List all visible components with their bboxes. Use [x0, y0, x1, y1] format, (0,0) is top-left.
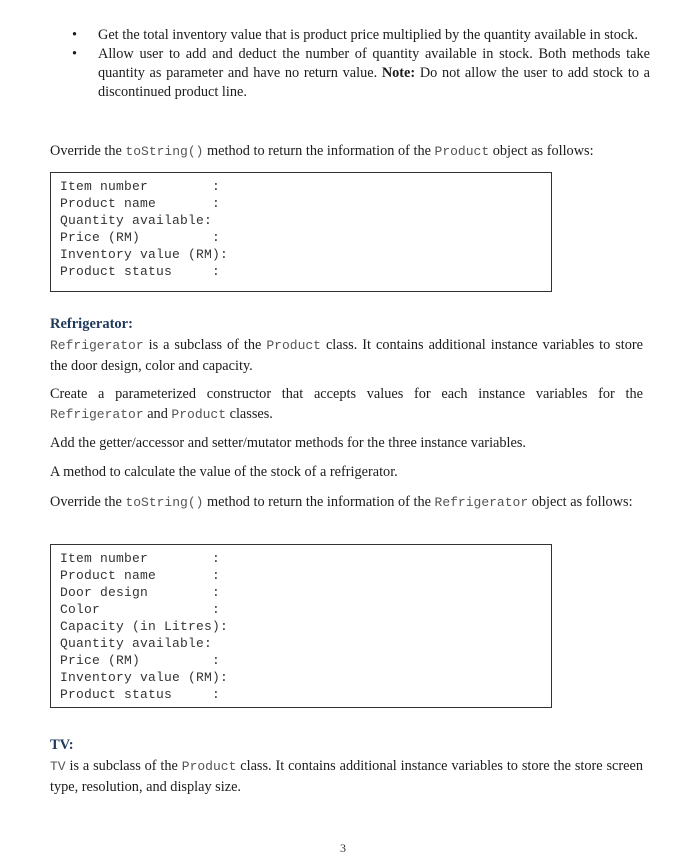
- output-line: Product status :: [60, 687, 221, 702]
- bullet-icon: •: [72, 46, 78, 62]
- refrigerator-constructor-text: Create a parameterized constructor that accepts values for each instance variables for the Refrigerator and Product classes.: [50, 386, 643, 422]
- list-item: • Get the total inventory value that is product price multiplied by the quantity available in stock.: [72, 27, 638, 43]
- bullet-icon: •: [72, 27, 78, 43]
- refrigerator-stock-text: A method to calculate the value of the stock of a refrigerator.: [50, 464, 398, 480]
- output-line: Capacity (in Litres):: [60, 619, 229, 634]
- section-heading-tv: TV:: [50, 737, 74, 753]
- output-line: Item number :: [60, 179, 221, 194]
- refrigerator-intro: Refrigerator is a subclass of the Product class. It contains additional instance variables to store the door design, color and capacity.: [50, 337, 643, 374]
- output-line: Color :: [60, 602, 221, 617]
- output-line: Inventory value (RM):: [60, 247, 229, 262]
- output-line: Item number :: [60, 551, 221, 566]
- output-line: Door design :: [60, 585, 221, 600]
- requirements-list: [50, 26, 650, 102]
- output-line: Price (RM) :: [60, 230, 221, 245]
- product-output-box: [50, 172, 552, 292]
- refrigerator-getters-text: Add the getter/accessor and setter/mutator methods for the three instance variables.: [50, 435, 526, 451]
- product-override-text: Override the toString() method to return the information of the Product object as follows:: [50, 143, 594, 159]
- output-line: Product status :: [60, 264, 221, 279]
- list-item: • Allow user to add and deduct the number of quantity available in stock. Both methods take quantity as parameter and have no return value. Note: Do not allow the user to add stock to a discontinued product line.: [72, 46, 650, 100]
- output-line: Quantity available:: [60, 213, 213, 228]
- refrigerator-output-box: [50, 544, 552, 708]
- output-line: Product name :: [60, 196, 221, 211]
- output-line: Inventory value (RM):: [60, 670, 229, 685]
- output-line: Product name :: [60, 568, 221, 583]
- output-line: Price (RM) :: [60, 653, 221, 668]
- refrigerator-override-text: Override the toString() method to return the information of the Refrigerator object as follows:: [50, 494, 633, 510]
- tv-intro: TV is a subclass of the Product class. It contains additional instance variables to store the store screen type, resolution, and display size.: [50, 758, 644, 795]
- output-line: Quantity available:: [60, 636, 213, 651]
- page-number: 3: [340, 841, 346, 855]
- section-heading-refrigerator: Refrigerator:: [50, 316, 133, 332]
- note-label: Note:: [381, 65, 416, 81]
